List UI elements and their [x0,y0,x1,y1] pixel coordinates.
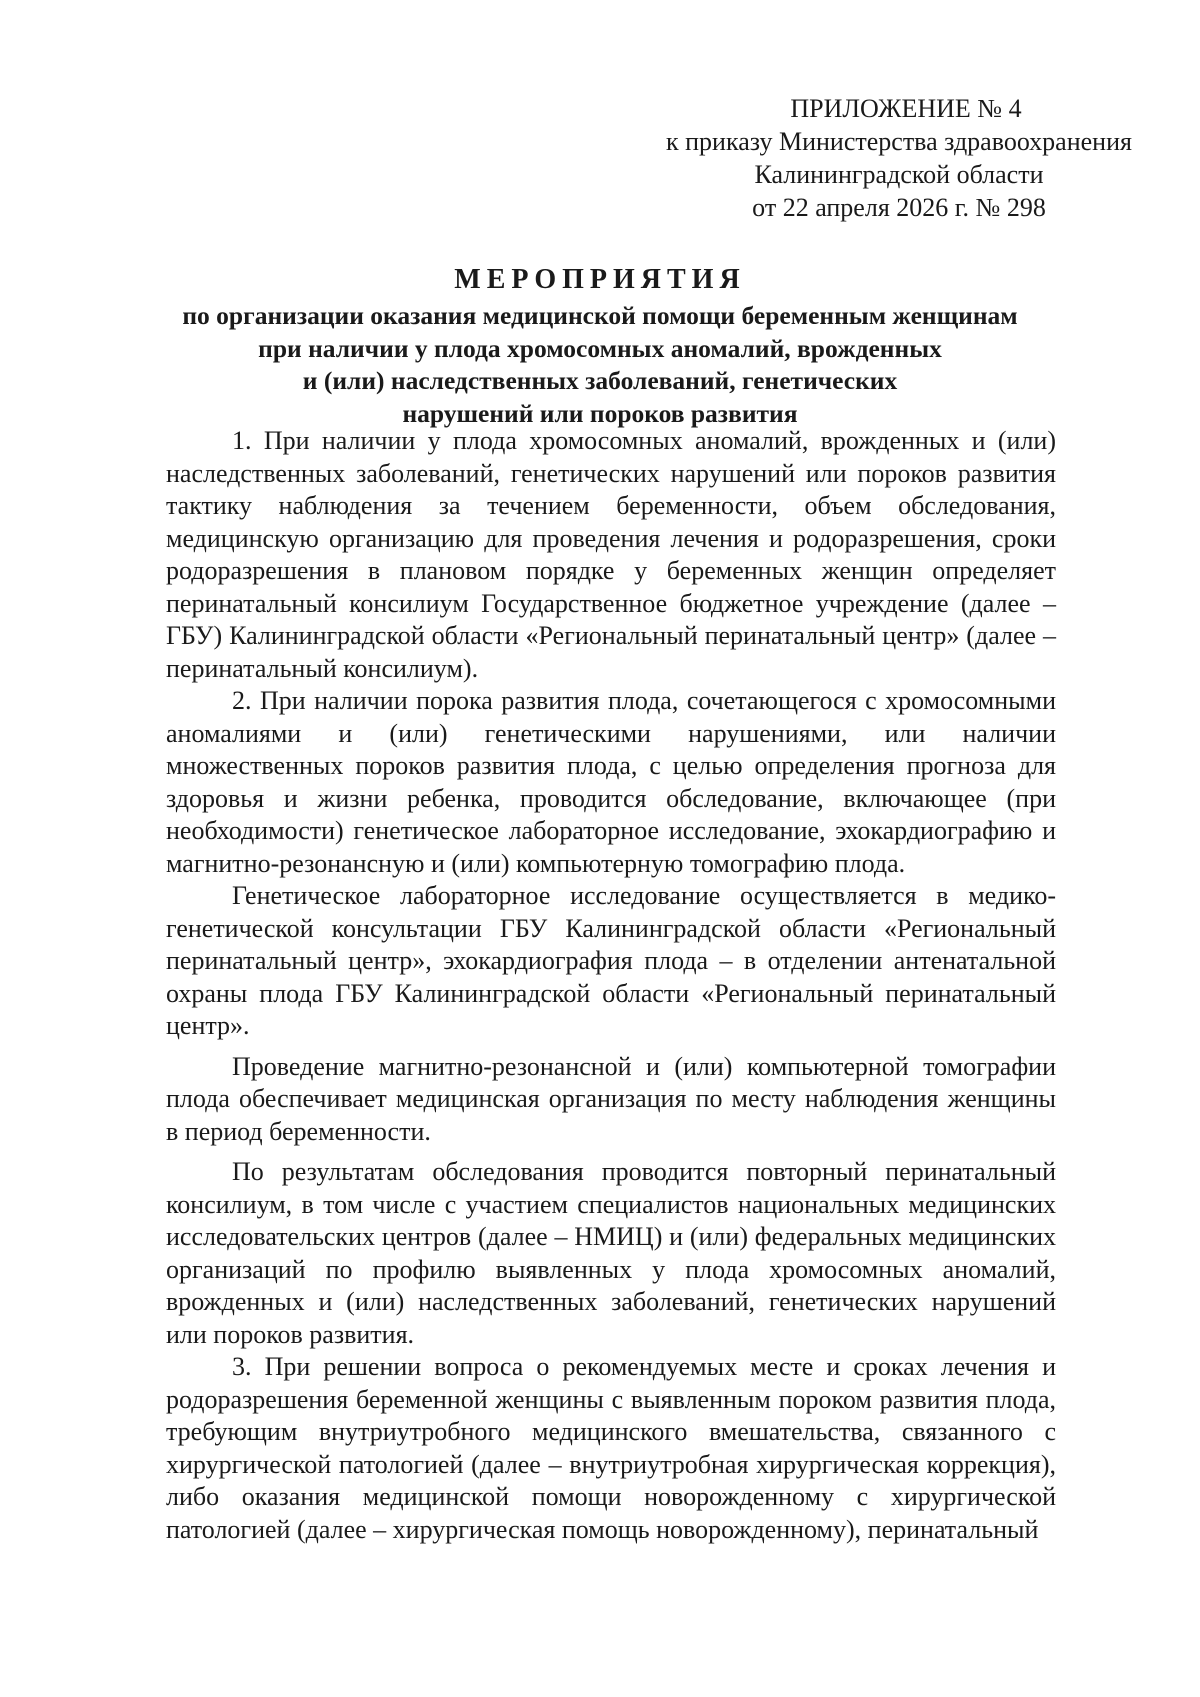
subtitle-line: нарушений или пороков развития [402,398,798,428]
paragraph-2: 2. При наличии порока развития плода, сочетающегося с хромосомными аномалиями и (или) генетическими нарушениями, или наличии множественных пороков развития плода, с целью определения прогноза для здоровья и жизни ребенка, проводится обследование, включающее (при необходимости) генетическое лабораторное исследование, эхокардиографию и магнитно-резонансную и (или) компьютерную томографию плода. [166,686,1056,878]
appendix-title: ПРИЛОЖЕНИЕ № 4 [790,94,1022,123]
subtitle-line: и (или) наследственных заболеваний, генетических [302,366,898,395]
paragraph-2-genetic-testing: Генетическое лабораторное исследование осуществляется в медико-генетической консультации ГБУ Калининградской области «Региональный перинатальный центр», эхокардиография плода – в отделении антенатальной охраны плода ГБУ Калининградской области «Региональный перинатальный центр». [166,881,1056,1040]
document-title-block [150,262,1050,430]
subtitle-line: по организации оказания медицинской помощи беременным женщинам [182,301,1018,330]
document-title: МЕРОПРИЯТИЯ [454,264,746,295]
paragraph-3: 3. При решении вопроса о рекомендуемых месте и сроках лечения и родоразрешения беременной женщины с выявленным пороком развития плода, требующим внутриутробного медицинского вмешательства, связанного с хирургической патологией (далее – внутриутробная хирургическая коррекция), либо оказания медицинской помощи новорожденному с хирургической патологией (далее – хирургическая помощь новорожденному), перинатальный [166,1352,1056,1544]
appendix-region: Калининградской области [754,160,1044,189]
document-body [166,425,1056,1546]
paragraph-1: 1. При наличии у плода хромосомных аномалий, врожденных и (или) наследственных заболеваний, генетических нарушений или пороков развития тактику наблюдения за течением беременности, объем обследования, медицинскую организацию для проведения лечения и родоразрешения, сроки родоразрешения в плановом порядке у беременных женщин определяет перинатальный консилиум Государственное бюджетное учреждение (далее – ГБУ) Калининградской области «Региональный перинатальный центр» (далее – перинатальный консилиум). [166,426,1056,683]
appendix-date-number: от 22 апреля 2026 г. № 298 [752,193,1046,222]
subtitle-line: при наличии у плода хромосомных аномалий, врожденных [258,333,942,363]
appendix-header [600,92,1160,224]
paragraph-2-repeat-consilium: По результатам обследования проводится повторный перинатальный консилиум, в том числе с участием специалистов национальных медицинских исследовательских центров (далее – НМИЦ) и (или) федеральных медицинских организаций по профилю выявленных у плода хромосомных аномалий, врожденных и (или) наследственных заболеваний, генетических нарушений или пороков развития. [166,1157,1056,1349]
appendix-order-reference: к приказу Министерства здравоохранения [666,127,1132,156]
paragraph-2-tomography: Проведение магнитно-резонансной и (или) компьютерной томографии плода обеспечивает медицинская организация по месту наблюдения женщины в период беременности. [166,1051,1056,1146]
